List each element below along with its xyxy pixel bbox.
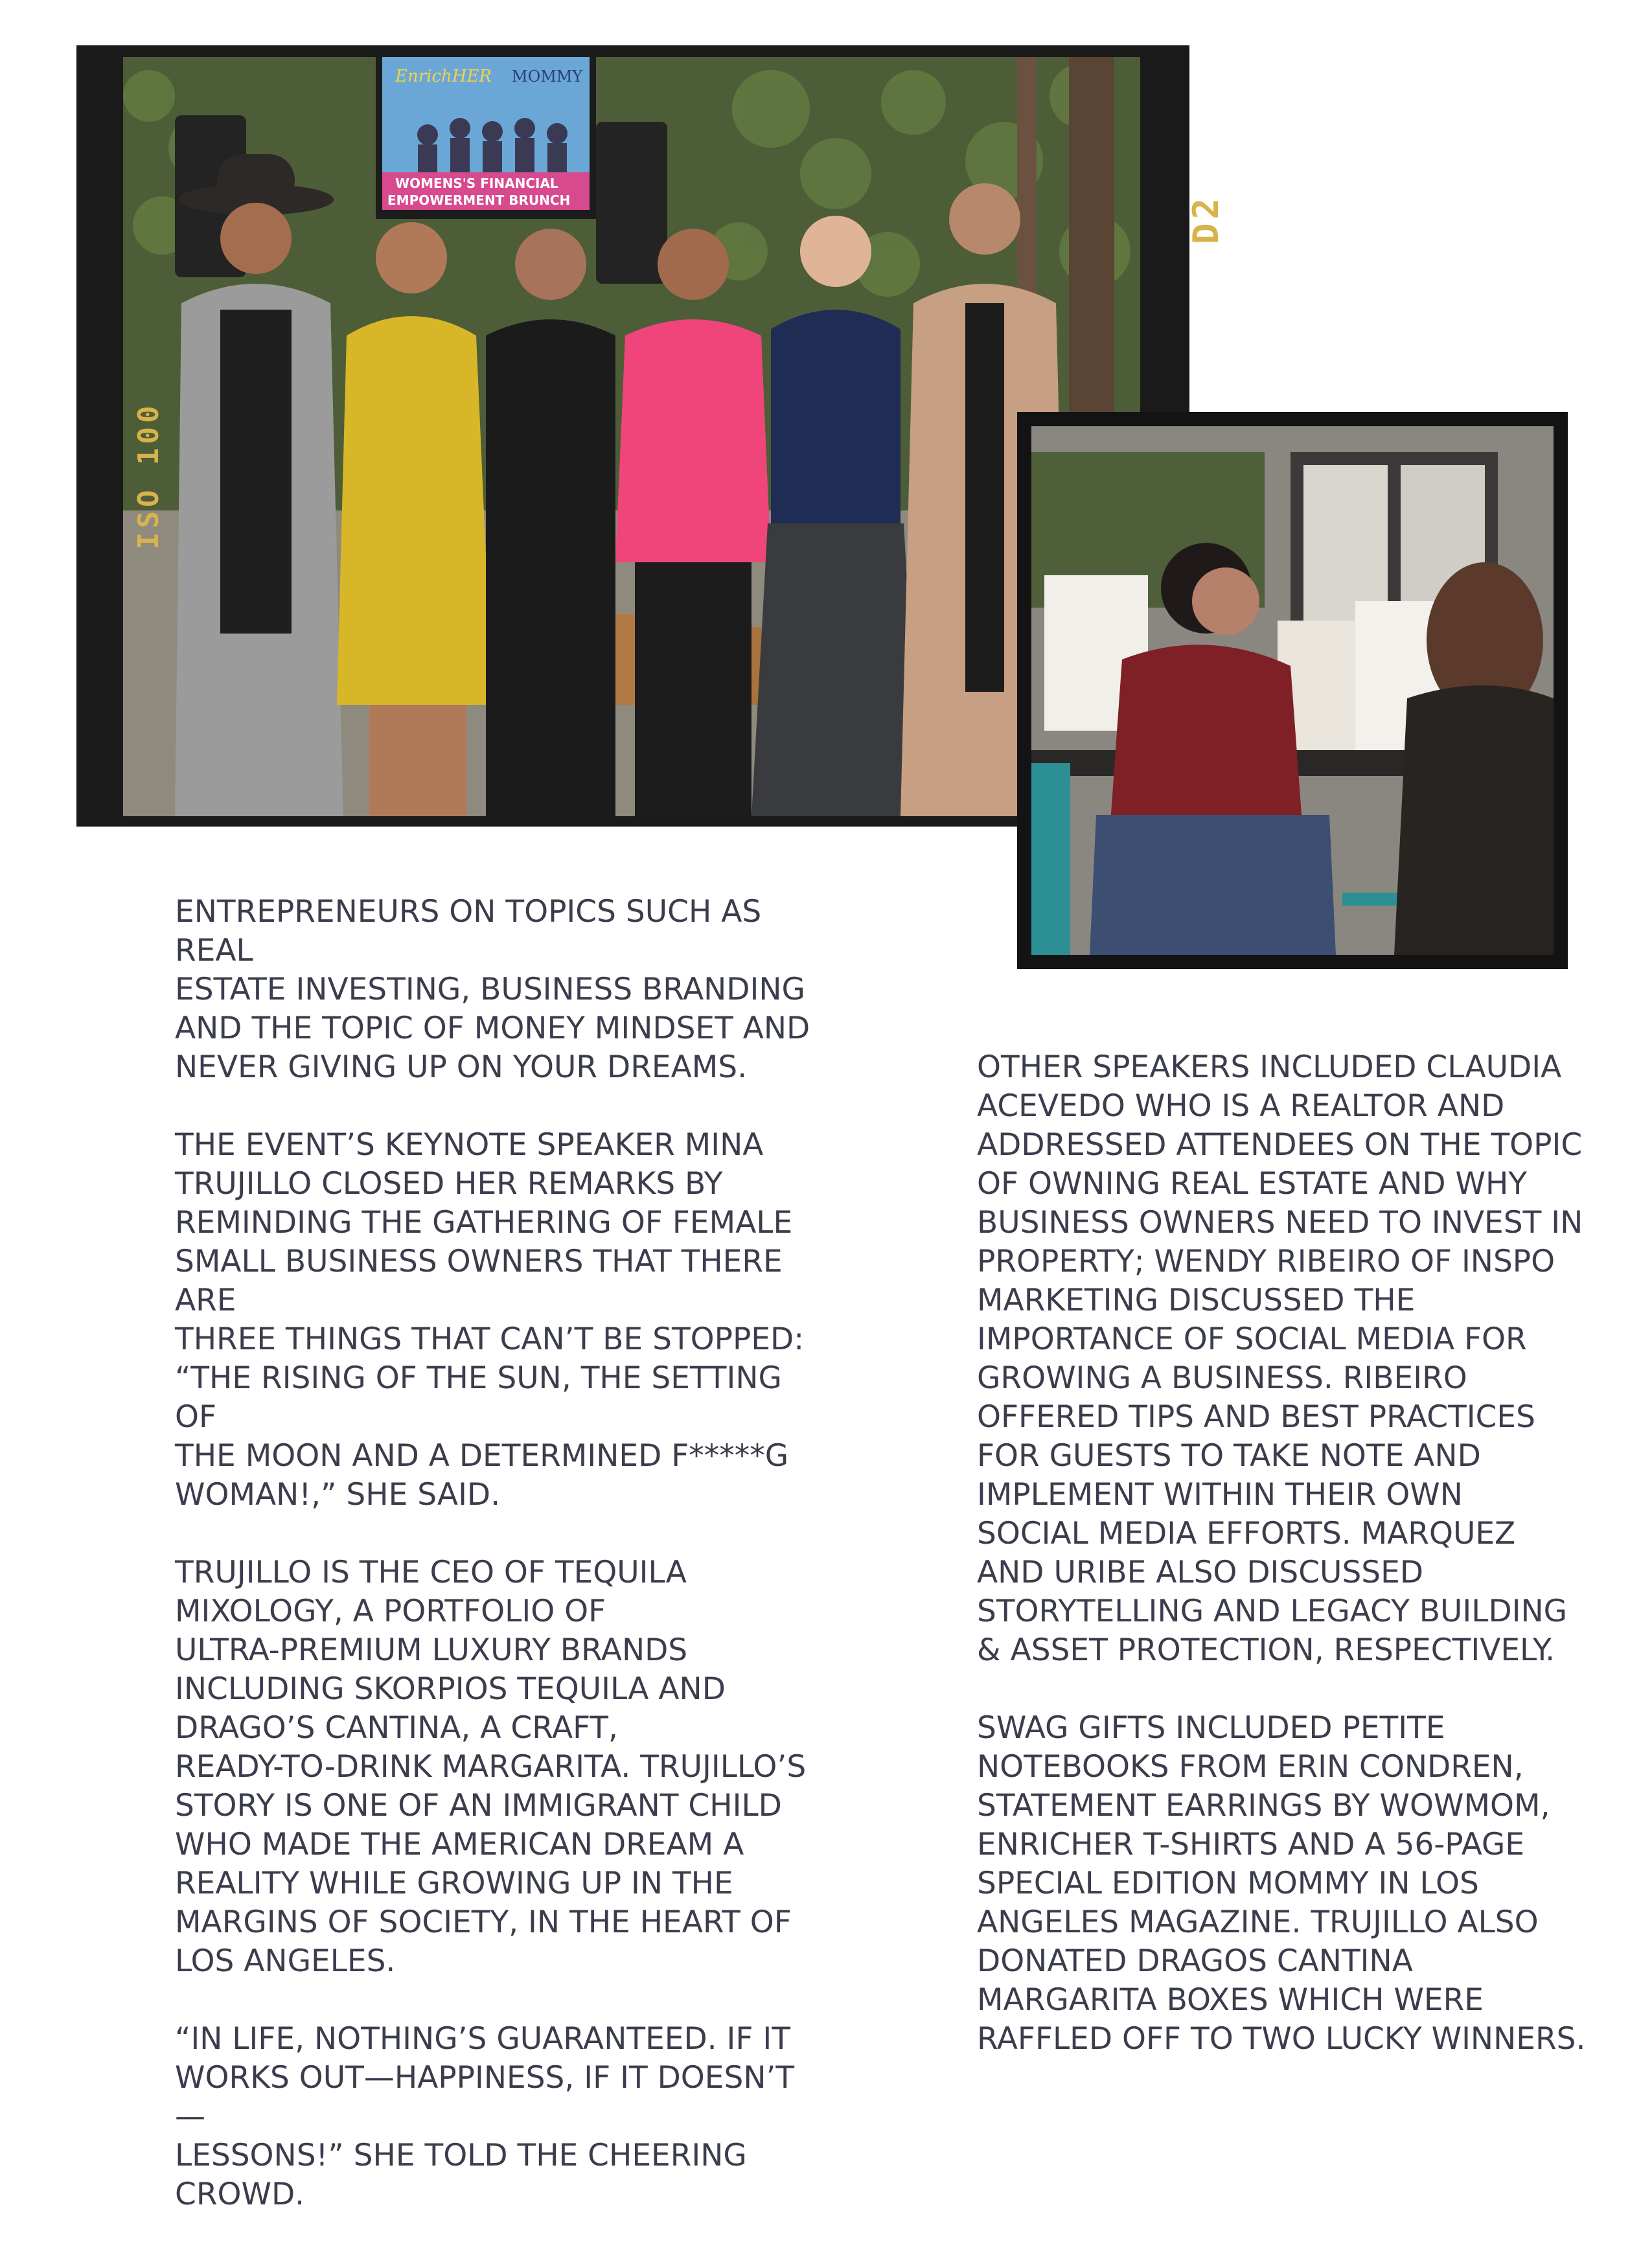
attendees-photo xyxy=(1031,426,1554,955)
paragraph-other-speakers: OTHER SPEAKERS INCLUDED CLAUDIA ACEVEDO WHO IS A REALTOR AND ADDRESSED ATTENDEES ON THE TOPIC OF OWNING REAL ESTATE AND WHY BUSINESS OWNERS NEED TO INVEST IN PROPERTY; WENDY RIBEIRO OF INSPO MARKETING DISCUSSED THE IMPORTANCE OF SOCIAL MEDIA FOR GROWING A BUSINESS. RIBEIRO OFFERED TIPS AND BEST PRACTICES FOR GUESTS TO TAKE NOTE AND IMPLEMENT WITHIN THEIR OWN SOCIAL MEDIA EFFORTS. MARQUEZ AND URIBE ALSO DISCUSSED STORYTELLING AND LEGACY BUILDING & ASSET PROTECTION, RESPECTIVELY. xyxy=(977,1049,1583,1668)
article-left-column xyxy=(175,893,823,2253)
paragraph-keynote: THE EVENT’S KEYNOTE SPEAKER MINA TRUJILLO CLOSED HER REMARKS BY REMINDING THE GATHERING OF FEMALE SMALL BUSINESS OWNERS THAT THERE ARE THREE THINGS THAT CAN’T BE STOPPED: “THE RISING OF THE SUN, THE SETTING OF THE MOON AND A DETERMINED F*****G WOMAN!,” SHE SAID. xyxy=(175,1127,805,1513)
article-right-column xyxy=(977,1048,1586,2098)
paragraph-swag-gifts: SWAG GIFTS INCLUDED PETITE NOTEBOOKS FROM ERIN CONDREN, STATEMENT EARRINGS BY WOWMOM, ENRICHER T-SHIRTS AND A 56-PAGE SPECIAL EDITION MOMMY IN LOS ANGELES MAGAZINE. TRUJILLO ALSO DONATED DRAGOS CANTINA MARGARITA BOXES WHICH WERE RAFFLED OFF TO TWO LUCKY WINNERS. xyxy=(977,1710,1586,2057)
screen-brand-left: EnrichHER xyxy=(395,67,492,86)
screen-caption-line2: EMPOWERMENT BRUNCH xyxy=(387,192,571,208)
iso-label: ISO 100 xyxy=(132,402,165,549)
screen-caption-line1: WOMENS'S FINANCIAL xyxy=(395,176,558,191)
screen-brand-right: MOMMY xyxy=(512,67,583,86)
attendees-photo-frame xyxy=(1017,412,1568,969)
paragraph-trujillo-ceo: TRUJILLO IS THE CEO OF TEQUILA MIXOLOGY, A PORTFOLIO OF ULTRA-PREMIUM LUXURY BRANDS INCLUDING SKORPIOS TEQUILA AND DRAGO’S CANTINA, A CRAFT, READY-TO-DRINK MARGARITA. TRUJILLO’S STORY IS ONE OF AN IMMIGRANT CHILD WHO MADE THE AMERICAN DREAM A REALITY WHILE GROWING UP IN THE MARGINS OF SOCIETY, IN THE HEART OF LOS ANGELES. xyxy=(175,1555,807,1979)
paragraph-entrepreneurs: ENTREPRENEURS ON TOPICS SUCH AS REAL ESTATE INVESTING, BUSINESS BRANDING AND THE TOPIC OF MONEY MINDSET AND NEVER GIVING UP ON YOUR DREAMS. xyxy=(175,894,810,1085)
group-photo-illustration xyxy=(123,57,1140,816)
attendees-photo-illustration xyxy=(1031,426,1554,955)
paragraph-quote: “IN LIFE, NOTHING’S GUARANTEED. IF IT WORKS OUT—HAPPINESS, IF IT DOESN’T— LESSONS!” SHE TOLD THE CHEERING CROWD. xyxy=(175,2021,795,2212)
group-photo xyxy=(123,57,1140,816)
frame-code-label: D2 xyxy=(1186,194,1226,245)
